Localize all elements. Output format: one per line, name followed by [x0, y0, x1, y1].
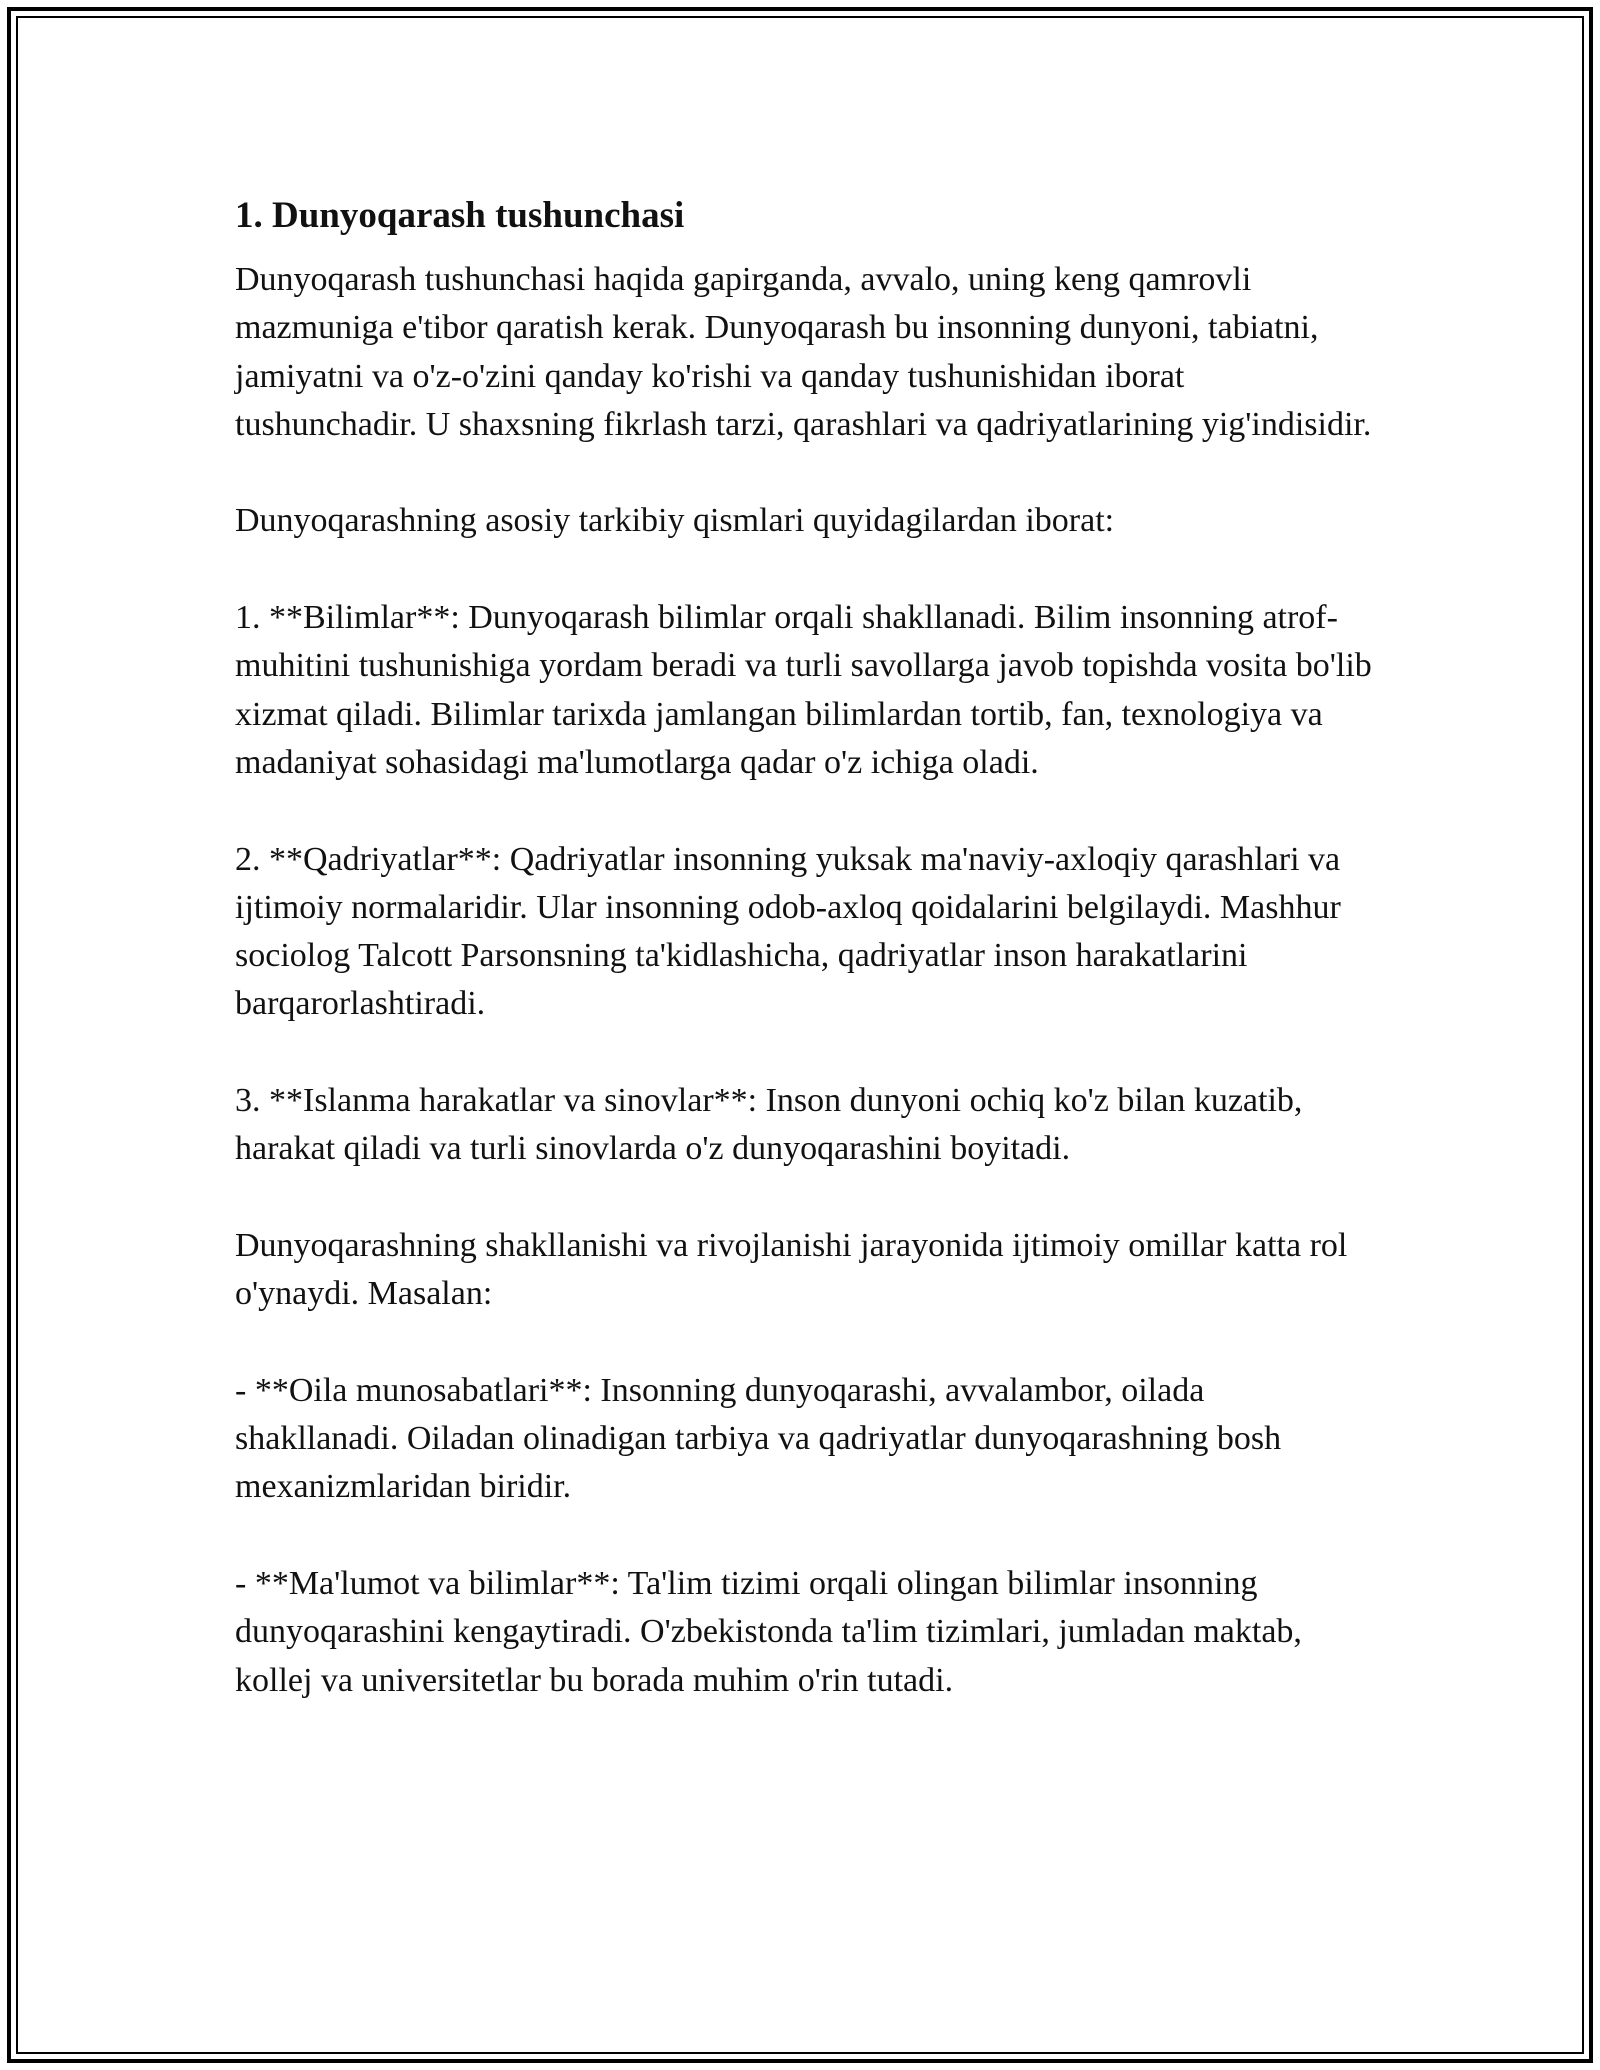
section-heading: 1. Dunyoqarash tushunchasi — [235, 195, 685, 236]
paragraph-intro: Dunyoqarash tushunchasi haqida gapirganda, avvalo, uning keng qamrovli mazmuniga e'tibor qaratish kerak. Dunyoqarash bu insonning dunyoni, tabiatni, jamiyatni va o'z-o'zini qanday ko'rishi va qanday tushunishidan iborat tushunchadir. U shaxsning fikrlash tarzi, qarashlari va qadriyatlarining yig'indisidir. — [235, 261, 1372, 443]
paragraph-components-lead: Dunyoqarashning asosiy tarkibiy qismlari quyidagilardan iborat: — [235, 502, 1115, 540]
paragraph-education: - **Ma'lumot va bilimlar**: Ta'lim tizimi orqali olingan bilimlar insonning dunyoqarashini kengaytiradi. O'zbekistonda ta'lim tizimlari, jumladan maktab, kollej va universitetlar bu borada muhim o'rin tutadi. — [235, 1565, 1302, 1699]
paragraph-item-actions: 3. **Islanma harakatlar va sinovlar**: Inson dunyoni ochiq ko'z bilan kuzatib, harakat qiladi va turli sinovlarda o'z dunyoqarashini boyitadi. — [235, 1082, 1303, 1168]
paragraph-family: - **Oila munosabatlari**: Insonning dunyoqarashi, avvalambor, oilada shakllanadi. Oiladan olinadigan tarbiya va qadriyatlar dunyoqarashning bosh mexanizmlaridan biridir. — [235, 1371, 1282, 1506]
document-body — [235, 188, 1375, 1705]
paragraph-social-factors: Dunyoqarashning shakllanishi va rivojlanishi jarayonida ijtimoiy omillar katta rol o'ynaydi. Masalan: — [235, 1226, 1348, 1313]
paragraph-item-knowledge: 1. **Bilimlar**: Dunyoqarash bilimlar orqali shakllanadi. Bilim insonning atrof-muhitini tushunishiga yordam beradi va turli savollarga javob topishda vosita bo'lib xizmat qiladi. Bilimlar tarixda jamlangan bilimlardan tortib, fan, texnologiya va madaniyat sohasidagi ma'lumotlarga qadar o'z ichiga oladi. — [235, 599, 1372, 781]
paragraph-item-values: 2. **Qadriyatlar**: Qadriyatlar insonning yuksak ma'naviy-axloqiy qarashlari va ijtimoiy normalaridir. Ular insonning odob-axloq qoidalarini belgilaydi. Mashhur sociolog Talcott Parsonsning ta'kidlashicha, qadriyatlar inson harakatlarini barqarorlashtiradi. — [235, 840, 1341, 1023]
